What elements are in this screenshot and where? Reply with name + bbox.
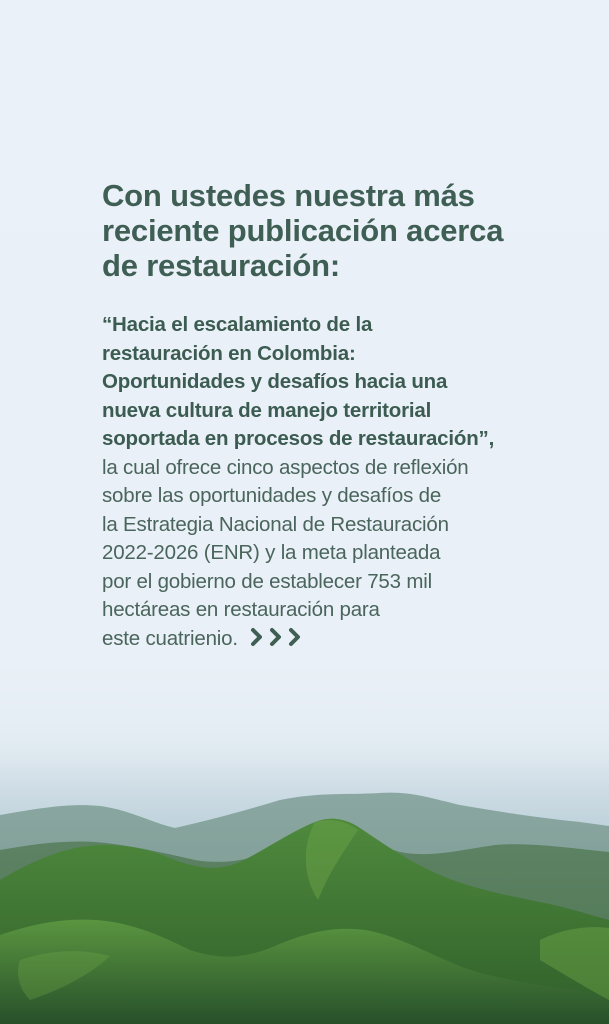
main-content — [102, 178, 542, 653]
headline: Con ustedes nuestra más reciente publicación acerca de restauración: — [102, 178, 504, 283]
triple-chevron-right-icon[interactable] — [250, 626, 306, 648]
publication-paragraph — [102, 311, 542, 653]
publication-title: “Hacia el escalamiento de la restauración en Colombia: Oportunidades y desafíos hacia una nueva cultura de manejo territorial soportada en procesos de restauración”, — [102, 313, 495, 450]
publication-description: la cual ofrece cinco aspectos de reflexión sobre las oportunidades y desafíos de la Estrategia Nacional de Restauración 2022-2026 (ENR) y la meta planteada por el gobierno de establecer 753 mil hectáreas en restauración para este cuatrienio. — [102, 455, 469, 650]
